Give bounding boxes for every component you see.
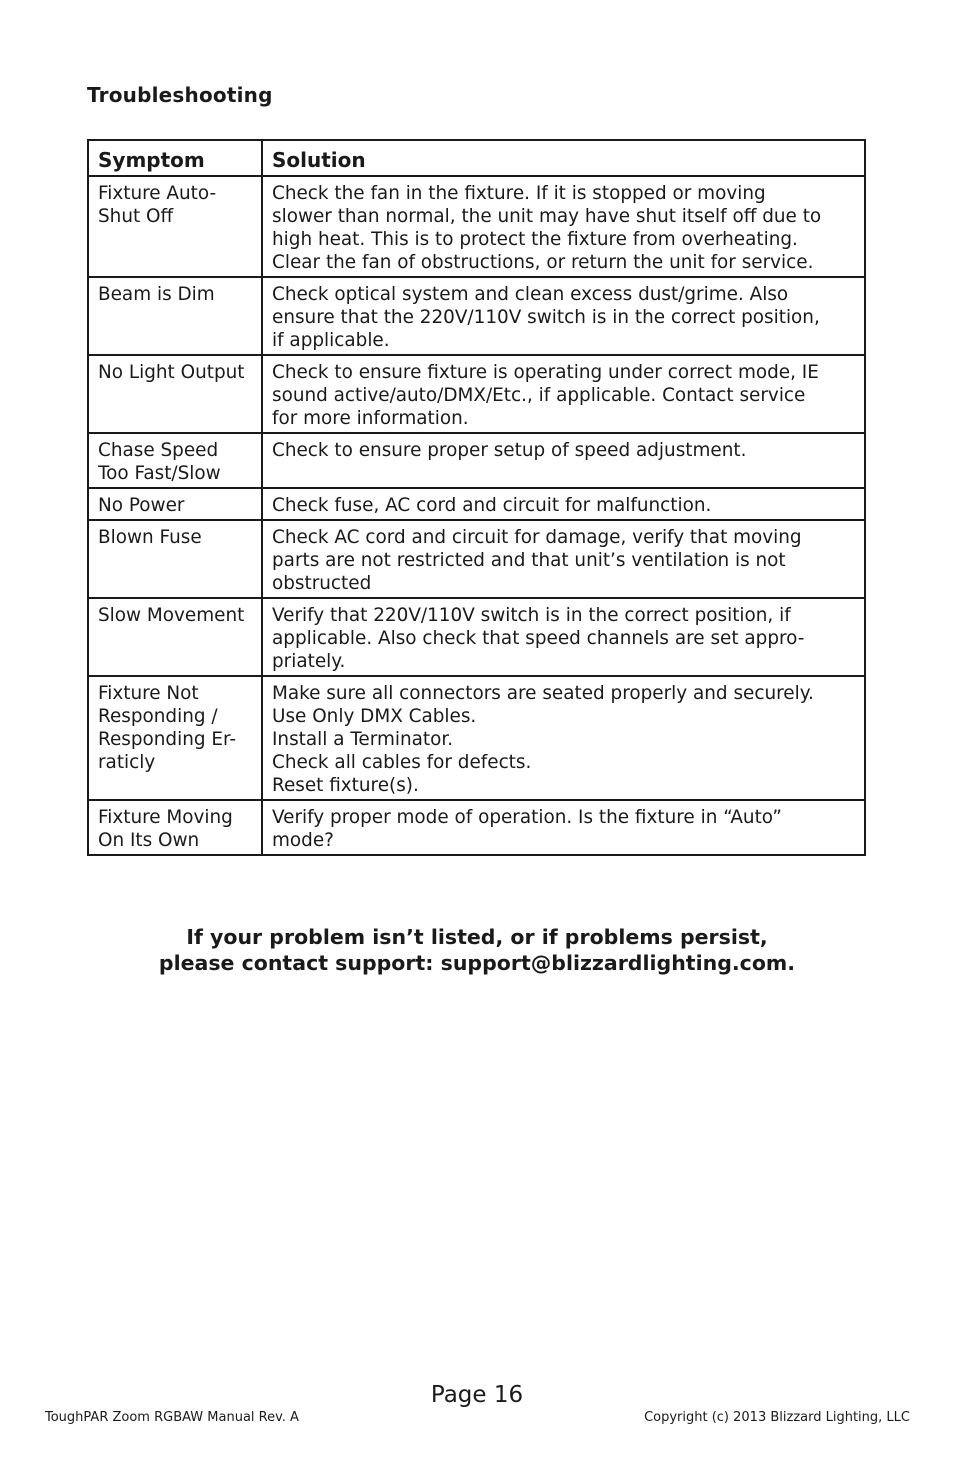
solution-text-line: sound active/auto/DMX/Etc., if applicable. Contact service <box>272 385 806 406</box>
solution-cell <box>262 355 865 433</box>
table-row <box>88 676 865 800</box>
table-row <box>88 277 865 355</box>
table-row <box>88 488 865 520</box>
solution-text-line: Verify proper mode of operation. Is the fixture in “Auto” <box>272 807 782 828</box>
table-header-row <box>88 140 865 176</box>
solution-text-line: priately. <box>272 651 346 672</box>
solution-cell <box>262 488 865 520</box>
symptom-cell <box>88 433 262 488</box>
symptom-cell <box>88 488 262 520</box>
solution-cell <box>262 598 865 676</box>
footer-copyright: Copyright (c) 2013 Blizzard Lighting, LLC <box>644 1410 910 1425</box>
table-row <box>88 355 865 433</box>
solution-text-line: high heat. This is to protect the fixture from overheating. <box>272 229 798 250</box>
solution-text-line: obstructed <box>272 573 372 594</box>
solution-text-line: Check AC cord and circuit for damage, verify that moving <box>272 527 802 548</box>
contact-line-1: If your problem isn’t listed, or if problems persist, <box>186 925 768 949</box>
symptom-text-line: Beam is Dim <box>98 284 215 305</box>
troubleshooting-table <box>87 139 866 856</box>
solution-text-line: Make sure all connectors are seated properly and securely. <box>272 683 814 704</box>
symptom-cell <box>88 277 262 355</box>
solution-text-line: Reset fixture(s). <box>272 775 419 796</box>
symptom-text-line: No Power <box>98 495 185 516</box>
symptom-cell <box>88 520 262 598</box>
symptom-text-line: Responding / <box>98 706 218 727</box>
symptom-text-line: raticly <box>98 752 156 773</box>
table-row <box>88 520 865 598</box>
solution-text-line: Use Only DMX Cables. <box>272 706 477 727</box>
symptom-text-line: Blown Fuse <box>98 527 202 548</box>
solution-text-line: Check to ensure proper setup of speed adjustment. <box>272 440 747 461</box>
solution-text-line: slower than normal, the unit may have shut itself off due to <box>272 206 822 227</box>
table-row <box>88 176 865 277</box>
solution-text-line: Check all cables for defects. <box>272 752 532 773</box>
page-number: Page 16 <box>430 1382 524 1408</box>
solution-text-line: parts are not restricted and that unit’s ventilation is not <box>272 550 786 571</box>
symptom-text-line: Too Fast/Slow <box>98 463 221 484</box>
solution-text-line: applicable. Also check that speed channels are set appro- <box>272 628 805 649</box>
solution-cell <box>262 520 865 598</box>
contact-line-2: please contact support: support@blizzardlighting.com. <box>158 951 796 975</box>
contact-note <box>0 924 954 976</box>
solution-text-line: Install a Terminator. <box>272 729 454 750</box>
solution-text-line: Check fuse, AC cord and circuit for malfunction. <box>272 495 712 516</box>
table-row <box>88 433 865 488</box>
solution-text-line: if applicable. <box>272 330 390 351</box>
solution-cell <box>262 800 865 855</box>
table-row <box>88 598 865 676</box>
symptom-cell <box>88 176 262 277</box>
solution-text-line: Check to ensure fixture is operating under correct mode, IE <box>272 362 819 383</box>
solution-cell <box>262 676 865 800</box>
symptom-cell <box>88 676 262 800</box>
solution-cell <box>262 176 865 277</box>
symptom-text-line: No Light Output <box>98 362 245 383</box>
symptom-text-line: Fixture Not <box>98 683 199 704</box>
symptom-text-line: On Its Own <box>98 830 200 851</box>
footer-manual-title: ToughPAR Zoom RGBAW Manual Rev. A <box>45 1410 299 1425</box>
solution-text-line: Check the fan in the fixture. If it is stopped or moving <box>272 183 766 204</box>
solution-text-line: ensure that the 220V/110V switch is in the correct position, <box>272 307 820 328</box>
symptom-text-line: Slow Movement <box>98 605 245 626</box>
symptom-cell <box>88 800 262 855</box>
symptom-text-line: Fixture Moving <box>98 807 233 828</box>
solution-cell <box>262 277 865 355</box>
header-symptom: Symptom <box>88 140 262 176</box>
solution-text-line: mode? <box>272 830 334 851</box>
symptom-text-line: Shut Off <box>98 206 174 227</box>
header-solution: Solution <box>262 140 865 176</box>
solution-cell <box>262 433 865 488</box>
solution-text-line: for more information. <box>272 408 469 429</box>
section-title: Troubleshooting <box>87 83 273 107</box>
table-row <box>88 800 865 855</box>
symptom-text-line: Fixture Auto- <box>98 183 217 204</box>
symptom-text-line: Responding Er- <box>98 729 237 750</box>
symptom-cell <box>88 355 262 433</box>
solution-text-line: Verify that 220V/110V switch is in the correct position, if <box>272 605 791 626</box>
symptom-text-line: Chase Speed <box>98 440 219 461</box>
solution-text-line: Check optical system and clean excess dust/grime. Also <box>272 284 789 305</box>
table-body <box>88 176 865 855</box>
symptom-cell <box>88 598 262 676</box>
solution-text-line: Clear the fan of obstructions, or return the unit for service. <box>272 252 814 273</box>
